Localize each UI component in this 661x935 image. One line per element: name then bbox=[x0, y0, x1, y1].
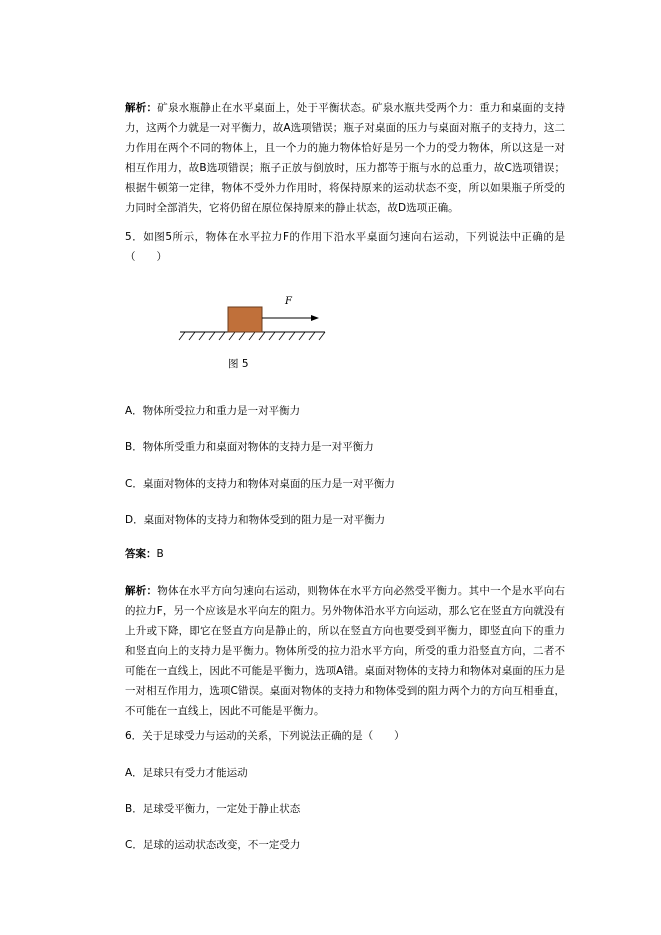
figure-caption: 图 5 bbox=[228, 358, 249, 370]
analysis-label: 解析： bbox=[125, 102, 158, 114]
analysis-text-2: 物体在水平方向匀速向右运动，则物体在水平方向必然受平衡力。其中一个是水平向右的拉力F，另一个应该是水平向左的阻力。另外物体沿水平方向运动，那么它在竖直方向就没有上升或下降，即它在竖直方向是静止的，所以在竖直方向也要受到平衡力，即竖直向下的重力和竖直向上的支持力是平衡力。物体所受的拉力沿水平方向，所受的重力沿竖直方向，二者不可能在一直线上，因此不可能是平衡力，选项A错。桌面对物体的支持力和物体对桌面的压力是一对相互作用力，选项C错误。桌面对物体的支持力和物体受到的阻力两个力的方向互相垂直，不可能在一直线上，因此不可能是平衡力。 bbox=[125, 585, 566, 717]
wooden-block bbox=[228, 307, 262, 332]
analysis-label-2: 解析： bbox=[125, 585, 158, 597]
q5-option-c: C．桌面对物体的支持力和物体对桌面的压力是一对平衡力 bbox=[125, 478, 395, 490]
question-5-stem: 5．如图5所示，物体在水平拉力F的作用下沿水平桌面匀速向右运动，下列说法中正确的是（ ） bbox=[125, 231, 565, 263]
answer-value: B bbox=[156, 548, 164, 560]
q6-option-a: A．足球只有受力才能运动 bbox=[125, 767, 248, 779]
question-6-stem: 6．关于足球受力与运动的关系，下列说法正确的是（ ） bbox=[125, 730, 405, 742]
analysis-paragraph-1 bbox=[125, 98, 565, 218]
q5-option-d: D．桌面对物体的支持力和物体受到的阻力是一对平衡力 bbox=[125, 514, 386, 526]
analysis-paragraph-2 bbox=[125, 581, 565, 721]
answer-label: 答案： bbox=[125, 548, 157, 560]
q6-option-c: C．足球的运动状态改变，不一定受力 bbox=[125, 839, 301, 851]
q5-option-a: A．物体所受拉力和重力是一对平衡力 bbox=[125, 405, 301, 417]
q5-option-b: B．物体所受重力和桌面对物体的支持力是一对平衡力 bbox=[125, 441, 374, 453]
q6-option-b: B．足球受平衡力，一定处于静止状态 bbox=[125, 803, 301, 815]
surface-hatching bbox=[179, 332, 325, 340]
analysis-text: 矿泉水瓶静止在水平桌面上，处于平衡状态。矿泉水瓶共受两个力：重力和桌面的支持力，这两个力就是一对平衡力，故A选项错误；瓶子对桌面的压力与桌面对瓶子的支持力，这二力作用在两个不同的物体上，且一个力的施力物体恰好是另一个力的受力物体，所以这是一对相互作用力，故B选项错误；瓶子正放与倒放时，压力都等于瓶与水的总重力，故C选项错误；根据牛顿第一定律，物体不受外力作用时，将保持原来的运动状态不变，所以如果瓶子所受的力同时全部消失，它将仍留在原位保持原来的静止状态，故D选项正确。 bbox=[125, 102, 566, 214]
force-arrow-head bbox=[311, 315, 319, 321]
q5-answer bbox=[125, 546, 164, 561]
figure-5-diagram bbox=[175, 290, 335, 370]
force-label-f: F bbox=[285, 296, 292, 307]
